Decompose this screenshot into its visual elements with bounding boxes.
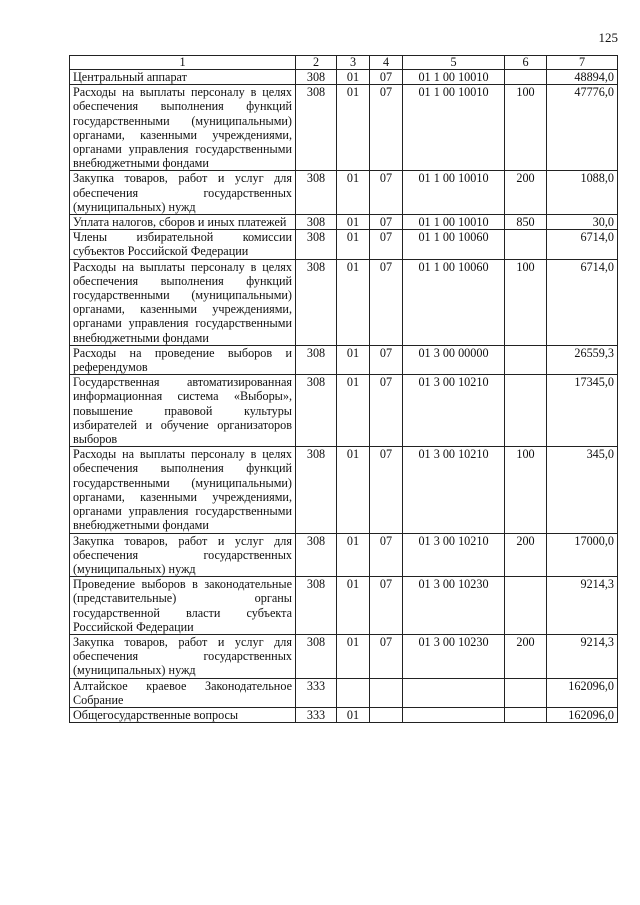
row-target-article-cell: 01 1 00 10060 [403, 230, 505, 259]
row-section-cell: 01 [337, 375, 370, 447]
row-section-cell: 01 [337, 171, 370, 215]
row-amount-cell: 17000,0 [547, 533, 618, 577]
table-row [70, 707, 618, 722]
column-header-6: 6 [505, 56, 547, 70]
row-code-cell: 333 [296, 707, 337, 722]
row-code-cell: 308 [296, 533, 337, 577]
row-expense-type-cell [505, 230, 547, 259]
row-expense-type-cell [505, 577, 547, 635]
column-header-1: 1 [70, 56, 296, 70]
row-code-cell: 308 [296, 70, 337, 85]
row-expense-type-cell [505, 678, 547, 707]
row-code-cell: 308 [296, 259, 337, 345]
row-expense-type-cell: 850 [505, 215, 547, 230]
row-subsection-cell: 07 [370, 577, 403, 635]
row-name-cell: Закупка товаров, работ и услуг для обеспечения государственных (муниципальных) нужд [70, 171, 296, 215]
row-expense-type-cell [505, 707, 547, 722]
row-expense-type-cell: 200 [505, 171, 547, 215]
row-code-cell: 308 [296, 375, 337, 447]
row-name-cell: Расходы на выплаты персоналу в целях обеспечения выполнения функций государственными (муниципальными) органами, казенными учреждениями, органами управления государственными внебюджетными фондами [70, 85, 296, 171]
row-amount-cell: 345,0 [547, 447, 618, 533]
table-row [70, 533, 618, 577]
row-name-cell: Закупка товаров, работ и услуг для обеспечения государственных (муниципальных) нужд [70, 634, 296, 678]
row-section-cell: 01 [337, 533, 370, 577]
row-subsection-cell: 07 [370, 375, 403, 447]
row-subsection-cell [370, 707, 403, 722]
row-subsection-cell: 07 [370, 259, 403, 345]
row-target-article-cell [403, 678, 505, 707]
row-section-cell: 01 [337, 215, 370, 230]
row-amount-cell: 9214,3 [547, 634, 618, 678]
row-amount-cell: 162096,0 [547, 707, 618, 722]
page-number: 125 [598, 30, 618, 45]
row-name-cell: Уплата налогов, сборов и иных платежей [70, 215, 296, 230]
row-code-cell: 308 [296, 577, 337, 635]
row-name-cell: Закупка товаров, работ и услуг для обеспечения государственных (муниципальных) нужд [70, 533, 296, 577]
row-expense-type-cell: 100 [505, 447, 547, 533]
row-target-article-cell: 01 1 00 10060 [403, 259, 505, 345]
row-name-cell: Члены избирательной комиссии субъектов Российской Федерации [70, 230, 296, 259]
row-code-cell: 308 [296, 215, 337, 230]
row-subsection-cell: 07 [370, 230, 403, 259]
table-row [70, 447, 618, 533]
row-target-article-cell: 01 1 00 10010 [403, 70, 505, 85]
table-row [70, 215, 618, 230]
row-code-cell: 333 [296, 678, 337, 707]
row-target-article-cell: 01 1 00 10010 [403, 85, 505, 171]
row-section-cell: 01 [337, 345, 370, 374]
row-target-article-cell: 01 1 00 10010 [403, 215, 505, 230]
row-amount-cell: 162096,0 [547, 678, 618, 707]
row-expense-type-cell [505, 345, 547, 374]
row-amount-cell: 47776,0 [547, 85, 618, 171]
row-name-cell: Общегосударственные вопросы [70, 707, 296, 722]
row-target-article-cell: 01 3 00 10210 [403, 375, 505, 447]
row-subsection-cell: 07 [370, 533, 403, 577]
row-code-cell: 308 [296, 230, 337, 259]
row-amount-cell: 9214,3 [547, 577, 618, 635]
row-subsection-cell: 07 [370, 171, 403, 215]
table-row [70, 577, 618, 635]
row-target-article-cell: 01 3 00 10230 [403, 634, 505, 678]
column-header-7: 7 [547, 56, 618, 70]
row-subsection-cell [370, 678, 403, 707]
row-name-cell: Расходы на проведение выборов и референдумов [70, 345, 296, 374]
row-section-cell: 01 [337, 70, 370, 85]
row-section-cell [337, 678, 370, 707]
row-code-cell: 308 [296, 345, 337, 374]
budget-table [69, 55, 618, 723]
row-name-cell: Расходы на выплаты персоналу в целях обеспечения выполнения функций государственными (муниципальными) органами, казенными учреждениями, органами управления государственными внебюджетными фондами [70, 447, 296, 533]
row-expense-type-cell: 100 [505, 85, 547, 171]
row-amount-cell: 30,0 [547, 215, 618, 230]
table-row [70, 230, 618, 259]
row-amount-cell: 17345,0 [547, 375, 618, 447]
column-header-5: 5 [403, 56, 505, 70]
row-section-cell: 01 [337, 707, 370, 722]
row-name-cell: Государственная автоматизированная информационная система «Выборы», повышение правовой культуры избирателей и обучение организаторов выборов [70, 375, 296, 447]
table-row [70, 70, 618, 85]
row-name-cell: Алтайское краевое Законодательное Собрание [70, 678, 296, 707]
row-name-cell: Проведение выборов в законодательные (представительные) органы государственной власти субъекта Российской Федерации [70, 577, 296, 635]
row-section-cell: 01 [337, 259, 370, 345]
row-target-article-cell [403, 707, 505, 722]
row-section-cell: 01 [337, 85, 370, 171]
table-row [70, 259, 618, 345]
row-target-article-cell: 01 3 00 10210 [403, 533, 505, 577]
row-target-article-cell: 01 3 00 00000 [403, 345, 505, 374]
row-code-cell: 308 [296, 85, 337, 171]
table-row [70, 678, 618, 707]
row-amount-cell: 48894,0 [547, 70, 618, 85]
row-subsection-cell: 07 [370, 85, 403, 171]
row-code-cell: 308 [296, 171, 337, 215]
column-header-4: 4 [370, 56, 403, 70]
row-expense-type-cell [505, 70, 547, 85]
table-row [70, 634, 618, 678]
row-expense-type-cell: 200 [505, 634, 547, 678]
row-name-cell: Центральный аппарат [70, 70, 296, 85]
row-target-article-cell: 01 3 00 10210 [403, 447, 505, 533]
row-expense-type-cell: 100 [505, 259, 547, 345]
row-expense-type-cell [505, 375, 547, 447]
row-subsection-cell: 07 [370, 345, 403, 374]
row-code-cell: 308 [296, 447, 337, 533]
row-target-article-cell: 01 3 00 10230 [403, 577, 505, 635]
table-row [70, 85, 618, 171]
column-number-row [70, 56, 618, 70]
row-expense-type-cell: 200 [505, 533, 547, 577]
row-name-cell: Расходы на выплаты персоналу в целях обеспечения выполнения функций государственными (муниципальными) органами, казенными учреждениями, органами управления государственными внебюджетными фондами [70, 259, 296, 345]
row-section-cell: 01 [337, 634, 370, 678]
column-header-3: 3 [337, 56, 370, 70]
table-row [70, 345, 618, 374]
row-subsection-cell: 07 [370, 70, 403, 85]
row-subsection-cell: 07 [370, 447, 403, 533]
row-code-cell: 308 [296, 634, 337, 678]
row-subsection-cell: 07 [370, 634, 403, 678]
row-section-cell: 01 [337, 230, 370, 259]
row-section-cell: 01 [337, 577, 370, 635]
table-row [70, 375, 618, 447]
row-amount-cell: 6714,0 [547, 259, 618, 345]
row-amount-cell: 1088,0 [547, 171, 618, 215]
row-target-article-cell: 01 1 00 10010 [403, 171, 505, 215]
table-row [70, 171, 618, 215]
column-header-2: 2 [296, 56, 337, 70]
row-section-cell: 01 [337, 447, 370, 533]
row-subsection-cell: 07 [370, 215, 403, 230]
row-amount-cell: 6714,0 [547, 230, 618, 259]
row-amount-cell: 26559,3 [547, 345, 618, 374]
